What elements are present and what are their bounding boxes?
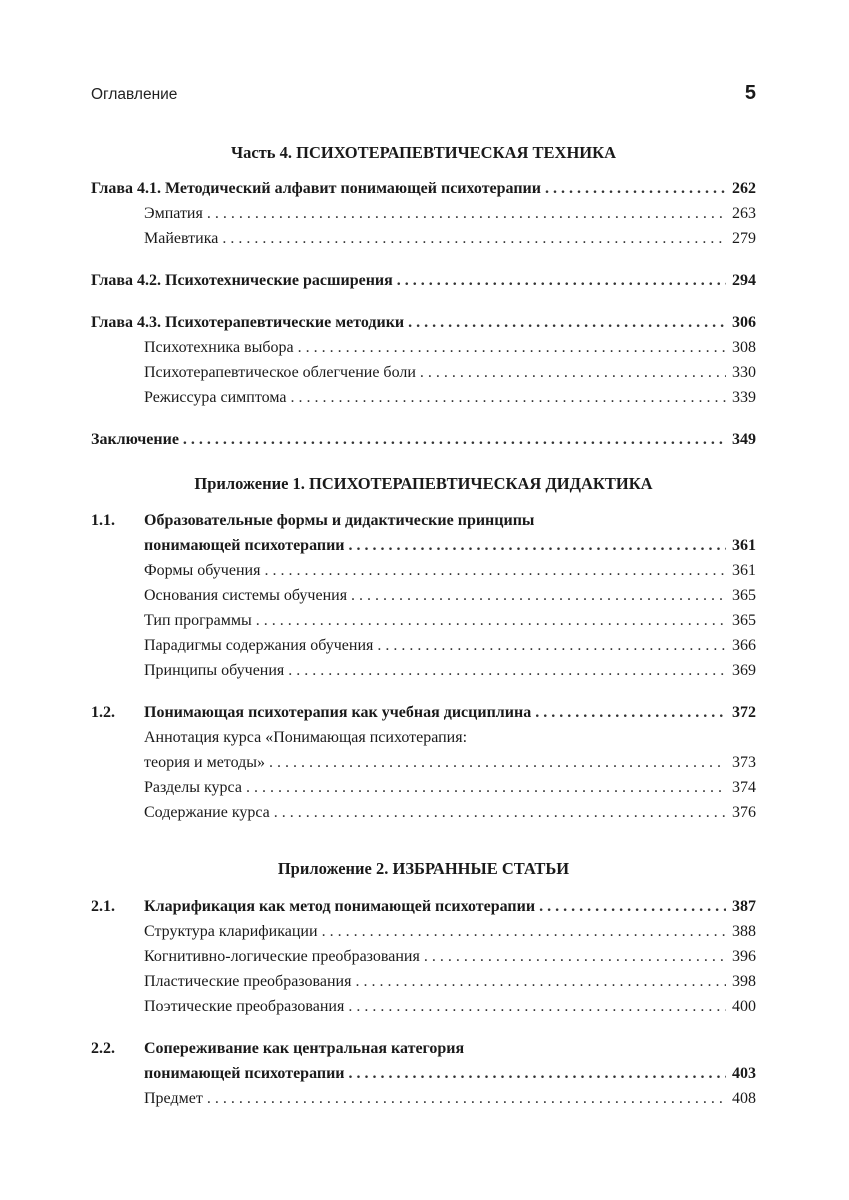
toc-entry-label: понимающей психотерапии (144, 1065, 345, 1082)
toc-entry-chapter-4-1[interactable] (91, 176, 756, 201)
toc-entry-label: Формы обучения (144, 562, 261, 579)
toc-entry[interactable] (91, 335, 756, 360)
leader-dots (373, 633, 726, 658)
toc-entry-page: 361 (732, 537, 756, 554)
toc-entry-label: Когнитивно-логические преобразования (144, 948, 420, 965)
leader-dots (203, 1086, 726, 1111)
leader-dots (284, 658, 726, 683)
toc-entry[interactable] (91, 360, 756, 385)
leader-dots (318, 919, 726, 944)
toc-entry-page: 263 (732, 205, 756, 222)
leader-dots (541, 176, 726, 201)
toc-entry-label: Режиссура симптома (144, 389, 287, 406)
toc-entry[interactable] (91, 558, 756, 583)
toc-entry-label: Пластические преобразования (144, 973, 352, 990)
toc-entry[interactable] (91, 775, 756, 800)
toc-entry[interactable] (91, 919, 756, 944)
toc-entry-label: Разделы курса (144, 779, 242, 796)
leader-dots (347, 583, 726, 608)
toc-entry-page: 339 (732, 389, 756, 406)
toc-entry[interactable] (91, 633, 756, 658)
toc-entry-annotation-line2[interactable] (91, 750, 756, 775)
toc-entry-page: 369 (732, 662, 756, 679)
toc-entry-page: 262 (732, 180, 756, 197)
toc-entry-page: 308 (732, 339, 756, 356)
toc-entry-number: 1.2. (91, 704, 115, 721)
toc-entry-page: 403 (732, 1065, 756, 1082)
toc-entry-label: Понимающая психотерапия как учебная дисциплина (144, 704, 532, 721)
toc-entry[interactable] (91, 226, 756, 251)
toc-entry-label: Сопереживание как центральная категория (144, 1040, 465, 1057)
toc-entry-label: Поэтические преобразования (144, 998, 345, 1015)
toc-entry-label: Предмет (144, 1090, 203, 1107)
leader-dots (416, 360, 726, 385)
leader-dots (404, 310, 726, 335)
leader-dots (286, 385, 726, 410)
toc-entry-label: Содержание курса (144, 804, 270, 821)
toc-entry[interactable] (91, 969, 756, 994)
toc-entry-label: Психотерапевтическое облегчение боли (144, 364, 416, 381)
toc-entry-page: 396 (732, 948, 756, 965)
leader-dots (270, 800, 726, 825)
leader-dots (344, 994, 726, 1019)
toc-entry[interactable] (91, 583, 756, 608)
toc-entry-conclusion[interactable] (91, 427, 756, 452)
leader-dots (345, 1061, 726, 1086)
leader-dots (260, 558, 726, 583)
toc-entry-label: понимающей психотерапии (144, 537, 345, 554)
toc-entry-label: Заключение (91, 431, 179, 448)
toc-entry-page: 400 (732, 998, 756, 1015)
part-4-title: Часть 4. ПСИХОТЕРАПЕВТИЧЕСКАЯ ТЕХНИКА (230, 143, 616, 162)
toc-entry[interactable] (91, 201, 756, 226)
toc-entry-label: Глава 4.1. Методический алфавит понимающей психотерапии (91, 180, 541, 197)
toc-entry[interactable] (91, 800, 756, 825)
toc-entry-number: 2.1. (91, 898, 115, 915)
toc-entry-page: 349 (732, 431, 756, 448)
toc-entry[interactable] (91, 658, 756, 683)
toc-entry-page: 408 (732, 1090, 756, 1107)
toc-entry-number: 2.2. (91, 1040, 115, 1057)
toc-entry-label: Основания системы обучения (144, 587, 348, 604)
leader-dots (535, 894, 726, 919)
toc-entry-page: 294 (732, 272, 756, 289)
toc-entry-1-1-line2[interactable] (91, 533, 756, 558)
leader-dots (179, 427, 726, 452)
toc-entry-page: 376 (732, 804, 756, 821)
leader-dots (345, 533, 726, 558)
leader-dots (351, 969, 726, 994)
toc-entry[interactable] (91, 385, 756, 410)
toc-entry-2-2-line1[interactable] (91, 1036, 756, 1061)
leader-dots (531, 700, 726, 725)
toc-entry-label: Парадигмы содержания обучения (144, 637, 374, 654)
running-title: Оглавление (91, 86, 178, 103)
toc-entry-page: 366 (732, 637, 756, 654)
leader-dots (203, 201, 726, 226)
toc-entry-chapter-4-2[interactable] (91, 268, 756, 293)
toc-entry-1-1-line1[interactable] (91, 508, 756, 533)
toc-entry-page: 365 (732, 612, 756, 629)
table-of-contents (91, 140, 756, 1111)
toc-entry-page: 372 (732, 704, 756, 721)
toc-entry-2-2-line2[interactable] (91, 1061, 756, 1086)
toc-entry-label: теория и методы» (144, 754, 266, 771)
toc-entry[interactable] (91, 944, 756, 969)
toc-entry-label: Психотехника выбора (144, 339, 294, 356)
toc-entry-page: 279 (732, 230, 756, 247)
toc-entry-page: 387 (732, 898, 756, 915)
toc-entry-label: Глава 4.3. Психотерапевтические методики (91, 314, 405, 331)
leader-dots (294, 335, 726, 360)
leader-dots (393, 268, 726, 293)
leader-dots (265, 750, 726, 775)
toc-entry[interactable] (91, 994, 756, 1019)
toc-entry-page: 365 (732, 587, 756, 604)
toc-entry-2-1[interactable] (91, 894, 756, 919)
toc-entry-number: 1.1. (91, 512, 115, 529)
toc-entry[interactable] (91, 1086, 756, 1111)
toc-entry-page: 398 (732, 973, 756, 990)
toc-entry-label: Кларификация как метод понимающей психотерапии (144, 898, 536, 915)
toc-entry-label: Майевтика (144, 230, 219, 247)
toc-entry-label: Структура кларификации (144, 923, 318, 940)
toc-entry-label: Эмпатия (144, 205, 203, 222)
leader-dots (252, 608, 726, 633)
appendix-2-title: Приложение 2. ИЗБРАННЫЕ СТАТЬИ (277, 859, 570, 878)
toc-entry-label: Глава 4.2. Психотехнические расширения (91, 272, 393, 289)
toc-entry-chapter-4-3[interactable] (91, 310, 756, 335)
toc-entry-annotation-line1[interactable]: Аннотация курса «Понимающая психотерапия: (144, 729, 468, 746)
page-number: 5 (744, 82, 756, 104)
toc-entry-page: 388 (732, 923, 756, 940)
appendix-1-title: Приложение 1. ПСИХОТЕРАПЕВТИЧЕСКАЯ ДИДАКТИКА (194, 474, 653, 493)
toc-entry-page: 373 (732, 754, 756, 771)
toc-entry-label: Принципы обучения (144, 662, 285, 679)
toc-entry-label: Образовательные формы и дидактические принципы (144, 512, 535, 529)
toc-entry-page: 374 (732, 779, 756, 796)
toc-entry-label: Тип программы (144, 612, 252, 629)
leader-dots (420, 944, 726, 969)
toc-entry[interactable] (91, 608, 756, 633)
toc-entry-page: 306 (732, 314, 756, 331)
toc-entry-1-2[interactable] (91, 700, 756, 725)
toc-entry-page: 330 (732, 364, 756, 381)
leader-dots (242, 775, 726, 800)
page-header (91, 82, 756, 105)
leader-dots (218, 226, 726, 251)
toc-entry-page: 361 (732, 562, 756, 579)
